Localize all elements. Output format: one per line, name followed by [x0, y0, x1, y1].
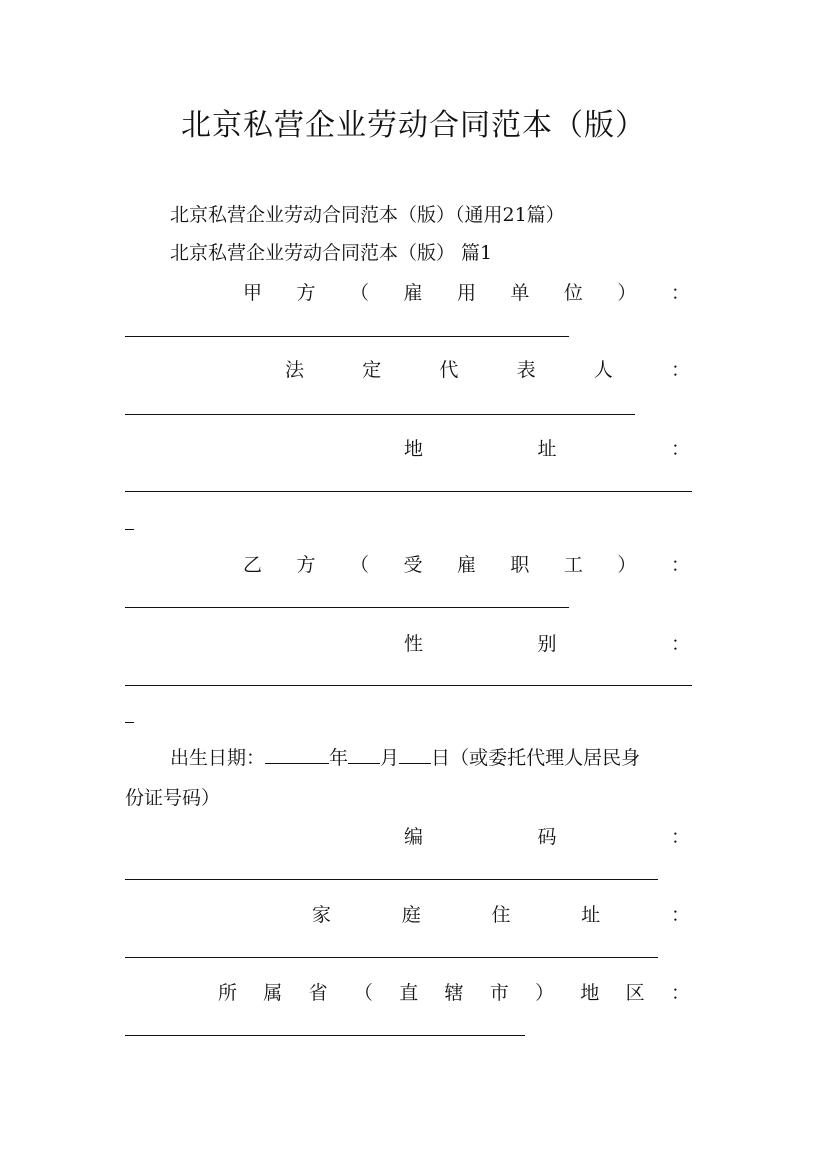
char: 工: [563, 554, 583, 576]
char: 性: [404, 633, 424, 655]
field-home-address-blank[interactable]: [125, 957, 658, 958]
year-blank[interactable]: [265, 743, 329, 764]
field-gender-blank[interactable]: [125, 685, 692, 686]
char: 用: [456, 282, 476, 304]
field-address-blank[interactable]: [125, 491, 692, 492]
field-party-a-blank[interactable]: [125, 336, 569, 337]
char: ）: [535, 982, 555, 1004]
day-blank[interactable]: [399, 743, 431, 764]
field-province-blank[interactable]: [125, 1035, 525, 1036]
char: 别: [537, 633, 557, 655]
char: 雇: [403, 282, 423, 304]
month-label: 月: [380, 747, 400, 769]
char: ：: [670, 982, 690, 1004]
char: 所: [218, 982, 238, 1004]
char: 省: [308, 982, 328, 1004]
field-id-number-label: [404, 822, 690, 849]
char: 职: [510, 554, 530, 576]
char: 定: [362, 359, 382, 381]
char: 位: [563, 282, 583, 304]
char: （: [349, 282, 369, 304]
char: ）: [617, 554, 637, 576]
char: 单: [510, 282, 530, 304]
char: ：: [670, 826, 690, 848]
char: 甲: [243, 282, 263, 304]
char: 址: [581, 904, 601, 926]
char: ：: [670, 554, 690, 576]
char: 辖: [444, 982, 464, 1004]
char: 地: [580, 982, 600, 1004]
char: 码: [537, 826, 557, 848]
field-party-b-label: [243, 550, 690, 577]
char: 住: [491, 904, 511, 926]
field-party-b-blank[interactable]: [125, 607, 569, 608]
char: 雇: [456, 554, 476, 576]
field-id-number-blank[interactable]: [125, 879, 658, 880]
char: 庭: [401, 904, 421, 926]
char: 直: [399, 982, 419, 1004]
field-address-label: [404, 434, 690, 461]
char: 受: [403, 554, 423, 576]
char: 址: [537, 438, 557, 460]
char: 表: [516, 359, 536, 381]
year-label: 年: [329, 747, 349, 769]
char: ）: [617, 282, 637, 304]
char: 人: [593, 359, 613, 381]
char: ：: [670, 633, 690, 655]
char: 法: [285, 359, 305, 381]
char: ：: [670, 438, 690, 460]
field-birth-date: [170, 743, 705, 770]
char: 市: [489, 982, 509, 1004]
field-party-a-label: [243, 278, 690, 305]
char: 方: [296, 282, 316, 304]
char: 属: [263, 982, 283, 1004]
birth-date-note: （或委托代理人居民身: [450, 747, 641, 769]
char: 乙: [243, 554, 263, 576]
char: （: [349, 554, 369, 576]
field-legal-rep-blank[interactable]: [125, 414, 635, 415]
char: 编: [404, 826, 424, 848]
birth-date-label: 出生日期：: [170, 747, 266, 769]
char: 代: [439, 359, 459, 381]
char: ：: [670, 359, 690, 381]
char: 方: [296, 554, 316, 576]
char: 地: [404, 438, 424, 460]
document-title: 北京私营企业劳动合同范本（版）: [181, 108, 646, 143]
field-home-address-label: [312, 900, 690, 927]
char: （: [353, 982, 373, 1004]
char: ：: [670, 282, 690, 304]
char: ：: [670, 904, 690, 926]
section-heading: 北京私营企业劳动合同范本（版） 篇1: [170, 242, 493, 264]
birth-date-note-cont: 份证号码）: [125, 787, 221, 809]
day-label: 日: [431, 747, 451, 769]
field-address-blank-tail: [125, 529, 134, 530]
char: 区: [625, 982, 645, 1004]
month-blank[interactable]: [348, 743, 380, 764]
field-gender-label: [404, 629, 690, 656]
field-gender-blank-tail: [125, 722, 134, 723]
subtitle: 北京私营企业劳动合同范本（版）（通用21篇）: [170, 204, 565, 226]
field-legal-rep-label: [285, 355, 690, 382]
field-province-label: [218, 978, 690, 1005]
char: 家: [312, 904, 332, 926]
